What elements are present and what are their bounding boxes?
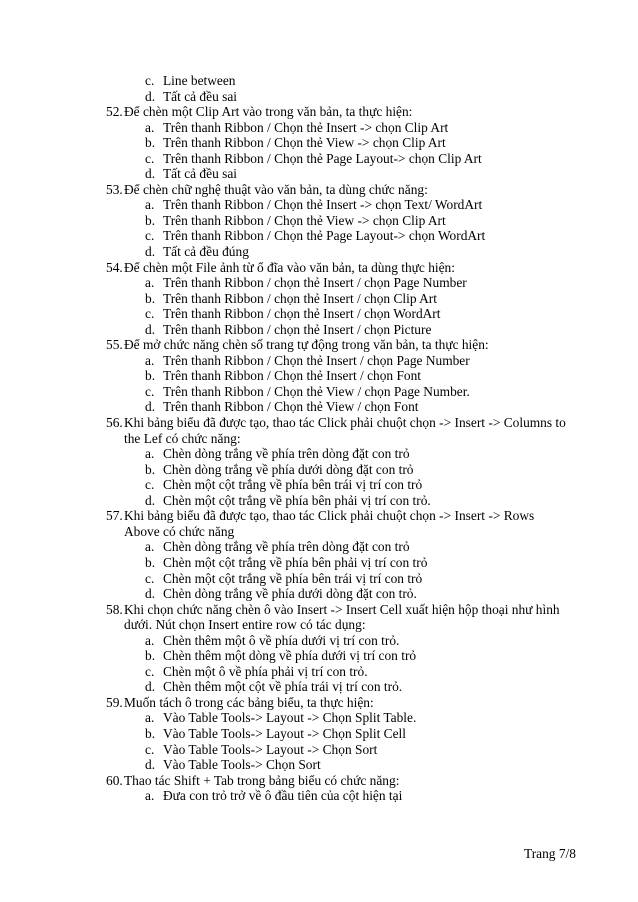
question-text: Khi bảng biểu đã được tạo, thao tác Click phải chuột chọn -> Insert -> Rows <box>124 508 535 524</box>
option-text: Chèn một cột trắng về phía bên trái vị trí con trỏ <box>163 570 423 586</box>
option-letter: c. <box>145 741 155 757</box>
option-letter: b. <box>145 290 156 306</box>
question-number: 56. <box>106 415 123 431</box>
question-line <box>0 415 638 431</box>
option-text: Trên thanh Ribbon / chọn thẻ Insert / chọn Page Number <box>163 275 467 291</box>
answer-option <box>0 151 638 167</box>
answer-option <box>0 353 638 369</box>
option-letter: c. <box>145 306 155 322</box>
question-number: 58. <box>106 601 123 617</box>
answer-option <box>0 664 638 680</box>
option-text: Chèn dòng trắng về phía dưới dòng đặt con trỏ <box>163 461 414 477</box>
question-line <box>0 260 638 276</box>
question-text: dưới. Nút chọn Insert entire row có tác dụng: <box>124 617 366 633</box>
option-text: Chèn một cột trắng về phía bên trái vị trí con trỏ <box>163 477 423 493</box>
answer-option <box>0 462 638 478</box>
option-text: Trên thanh Ribbon / Chọn thẻ View -> chọn Clip Art <box>163 212 446 228</box>
option-text: Trên thanh Ribbon / Chọn thẻ Insert / chọn Page Number <box>163 352 470 368</box>
answer-option <box>0 648 638 664</box>
option-text: Đưa con trỏ trở về ô đầu tiên của cột hiện tại <box>163 788 403 804</box>
answer-option <box>0 73 638 89</box>
question-text: Để chèn chữ nghệ thuật vào văn bản, ta dùng chức năng: <box>124 181 428 197</box>
answer-option <box>0 446 638 462</box>
option-letter: c. <box>145 477 155 493</box>
option-text: Chèn dòng trắng về phía trên dòng đặt con trỏ <box>163 539 410 555</box>
answer-option <box>0 197 638 213</box>
answer-option <box>0 539 638 555</box>
option-letter: d. <box>145 244 156 260</box>
question-line <box>0 773 638 789</box>
option-letter: c. <box>145 570 155 586</box>
option-text: Tất cả đều sai <box>163 88 237 104</box>
option-letter: c. <box>145 73 155 88</box>
answer-option <box>0 306 638 322</box>
question-text: Để chèn một Clip Art vào trong văn bản, ta thực hiện: <box>124 104 413 120</box>
option-letter: d. <box>145 399 156 415</box>
answer-option <box>0 477 638 493</box>
answer-option <box>0 726 638 742</box>
option-text: Trên thanh Ribbon / Chọn thẻ Insert -> chọn Clip Art <box>163 119 449 135</box>
option-letter: c. <box>145 150 155 166</box>
option-text: Trên thanh Ribbon / Chọn thẻ View / chọn Font <box>163 399 419 415</box>
option-letter: a. <box>145 788 155 804</box>
option-text: Chèn dòng trắng về phía trên dòng đặt con trỏ <box>163 446 410 462</box>
answer-option <box>0 244 638 260</box>
option-text: Trên thanh Ribbon / Chọn thẻ Page Layout-> chọn WordArt <box>163 228 486 244</box>
question-line <box>0 602 638 618</box>
answer-option <box>0 742 638 758</box>
option-text: Vào Table Tools-> Layout -> Chọn Split Cell <box>163 725 406 741</box>
question-number: 55. <box>106 337 123 353</box>
question-number: 52. <box>106 104 123 120</box>
answer-option <box>0 368 638 384</box>
answer-option <box>0 757 638 773</box>
question-number: 59. <box>106 694 123 710</box>
option-letter: a. <box>145 197 155 213</box>
option-text: Tất cả đều sai <box>163 166 237 182</box>
option-text: Vào Table Tools-> Layout -> Chọn Split Table. <box>163 710 417 726</box>
option-letter: d. <box>145 88 156 104</box>
option-letter: b. <box>145 725 156 741</box>
option-letter: a. <box>145 710 155 726</box>
answer-option <box>0 493 638 509</box>
question-number: 57. <box>106 508 123 524</box>
option-letter: d. <box>145 757 156 773</box>
question-number: 53. <box>106 181 123 197</box>
option-letter: a. <box>145 446 155 462</box>
option-letter: b. <box>145 554 156 570</box>
option-letter: d. <box>145 679 156 695</box>
answer-option <box>0 710 638 726</box>
question-continuation <box>0 617 638 633</box>
answer-option <box>0 322 638 338</box>
option-text: Vào Table Tools-> Chọn Sort <box>163 757 321 773</box>
answer-option <box>0 679 638 695</box>
question-line <box>0 508 638 524</box>
option-letter: d. <box>145 321 156 337</box>
option-letter: a. <box>145 119 155 135</box>
page-number: Trang 7/8 <box>524 846 576 861</box>
option-letter: b. <box>145 368 156 384</box>
question-line <box>0 104 638 120</box>
answer-option <box>0 120 638 136</box>
option-text: Line between <box>163 73 236 88</box>
option-text: Trên thanh Ribbon / Chọn thẻ Page Layout-> chọn Clip Art <box>163 150 482 166</box>
question-line <box>0 695 638 711</box>
question-text: Khi bảng biểu đã được tạo, thao tác Click phải chuột chọn -> Insert -> Columns to <box>124 415 566 431</box>
question-line <box>0 337 638 353</box>
option-letter: a. <box>145 539 155 555</box>
question-number: 54. <box>106 259 123 275</box>
answer-option <box>0 135 638 151</box>
answer-option <box>0 89 638 105</box>
option-text: Trên thanh Ribbon / Chọn thẻ Insert / chọn Font <box>163 368 422 384</box>
answer-option <box>0 228 638 244</box>
option-text: Chèn thêm một dòng về phía dưới vị trí con trỏ <box>163 648 417 664</box>
answer-option <box>0 384 638 400</box>
option-letter: b. <box>145 461 156 477</box>
option-text: Chèn thêm một cột về phía trái vị trí con trỏ. <box>163 679 403 695</box>
answer-option <box>0 788 638 804</box>
option-letter: c. <box>145 228 155 244</box>
question-text: Khi chọn chức năng chèn ô vào Insert -> Insert Cell xuất hiện hộp thoại như hình <box>124 601 560 617</box>
option-letter: a. <box>145 632 155 648</box>
answer-option <box>0 291 638 307</box>
option-text: Tất cả đều đúng <box>163 244 249 260</box>
option-text: Chèn dòng trắng về phía dưới dòng đặt con trỏ. <box>163 586 417 602</box>
answer-option <box>0 633 638 649</box>
option-letter: a. <box>145 275 155 291</box>
question-text: the Lef có chức năng: <box>124 430 241 446</box>
option-text: Vào Table Tools-> Layout -> Chọn Sort <box>163 741 378 757</box>
question-number: 60. <box>106 772 123 788</box>
answer-option <box>0 213 638 229</box>
answer-option <box>0 399 638 415</box>
option-text: Trên thanh Ribbon / Chọn thẻ View -> chọn Clip Art <box>163 135 446 151</box>
answer-option <box>0 555 638 571</box>
option-letter: d. <box>145 492 156 508</box>
option-letter: d. <box>145 586 156 602</box>
option-text: Chèn một cột trắng về phía bên phải vị trí con trỏ <box>163 554 428 570</box>
question-text: Above có chức năng <box>124 523 235 539</box>
question-text: Muốn tách ô trong các bảng biểu, ta thực hiện: <box>124 694 374 710</box>
answer-option <box>0 166 638 182</box>
question-text: Thao tác Shift + Tab trong bảng biểu có chức năng: <box>124 772 400 788</box>
option-letter: c. <box>145 383 155 399</box>
question-text: Để mở chức năng chèn số trang tự động trong văn bản, ta thực hiện: <box>124 337 489 353</box>
question-text: Để chèn một File ảnh từ ổ đĩa vào văn bản, ta dùng thực hiện: <box>124 259 455 275</box>
option-text: Chèn một ô về phía phải vị trí con trỏ. <box>163 663 368 679</box>
option-letter: b. <box>145 212 156 228</box>
question-continuation <box>0 431 638 447</box>
answer-option <box>0 586 638 602</box>
option-text: Trên thanh Ribbon / chọn thẻ Insert / chọn Picture <box>163 321 432 337</box>
option-letter: a. <box>145 352 155 368</box>
answer-option <box>0 571 638 587</box>
question-list <box>0 73 638 804</box>
option-letter: c. <box>145 663 155 679</box>
option-letter: d. <box>145 166 156 182</box>
answer-option <box>0 275 638 291</box>
option-text: Trên thanh Ribbon / chọn thẻ Insert / chọn Clip Art <box>163 290 437 306</box>
option-letter: b. <box>145 135 156 151</box>
question-line <box>0 182 638 198</box>
option-letter: b. <box>145 648 156 664</box>
question-continuation <box>0 524 638 540</box>
option-text: Trên thanh Ribbon / Chọn thẻ Insert -> chọn Text/ WordArt <box>163 197 483 213</box>
option-text: Trên thanh Ribbon / chọn thẻ Insert / chọn WordArt <box>163 306 441 322</box>
option-text: Chèn một cột trắng về phía bên phải vị trí con trỏ. <box>163 492 431 508</box>
option-text: Trên thanh Ribbon / Chọn thẻ View / chọn Page Number. <box>163 383 470 399</box>
option-text: Chèn thêm một ô về phía dưới vị trí con trỏ. <box>163 632 400 648</box>
